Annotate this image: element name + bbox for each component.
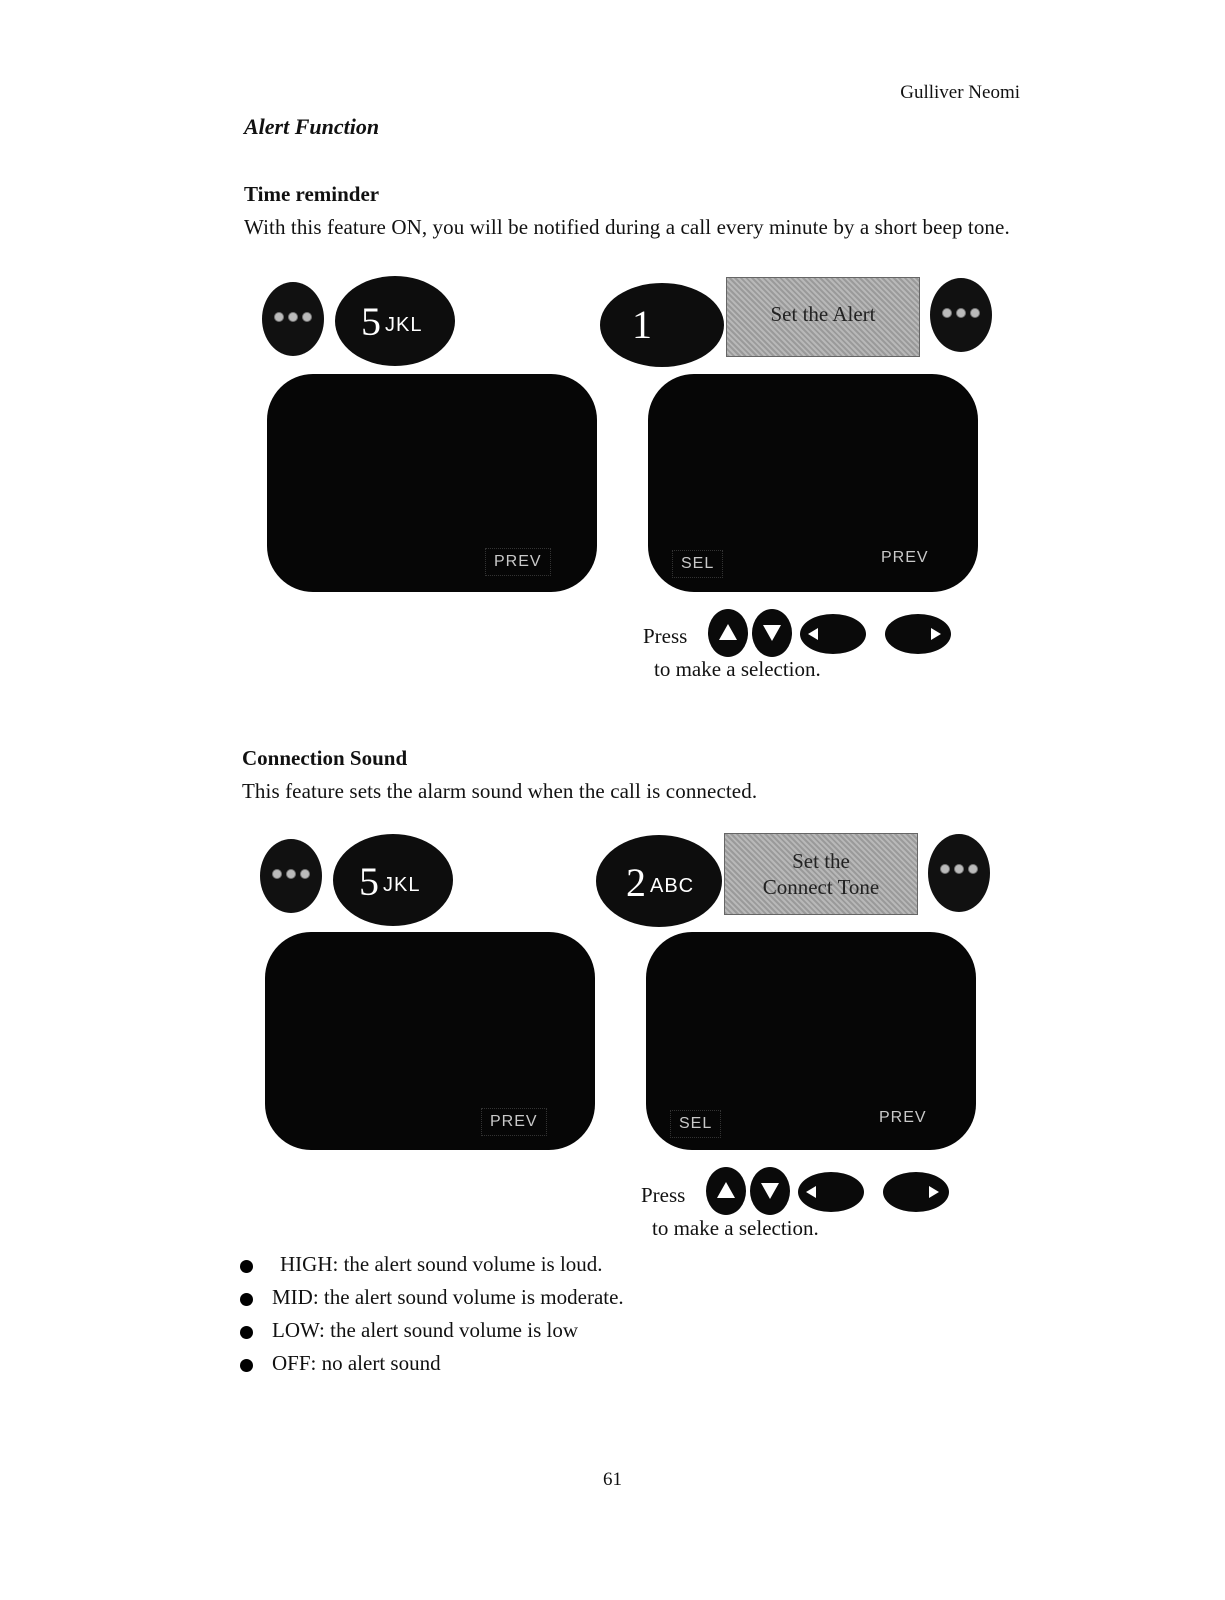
phone-screen-left	[267, 374, 597, 592]
softkey-prev: PREV	[879, 1109, 927, 1126]
softkey-prev: PREV	[481, 1108, 547, 1136]
right-arrow-key-icon	[885, 614, 951, 654]
time-reminder-heading: Time reminder	[244, 182, 380, 206]
connection-sound-heading: Connection Sound	[242, 746, 408, 770]
bullet-icon	[240, 1326, 253, 1339]
softkey-prev: PREV	[485, 548, 551, 576]
key-5-jkl: 5 JKL	[333, 834, 453, 926]
press-label: Press	[641, 1183, 686, 1207]
press-label: Press	[643, 624, 688, 648]
menu-key-icon	[930, 278, 992, 352]
phone-screen-right	[648, 374, 978, 592]
menu-key-icon	[260, 839, 322, 913]
time-reminder-description: With this feature ON, you will be notified during a call every minute by a short beep tone.	[244, 215, 1010, 239]
left-arrow-key-icon	[800, 614, 866, 654]
bullet-icon	[240, 1293, 253, 1306]
press-suffix: to make a selection.	[652, 1216, 819, 1240]
left-arrow-key-icon	[798, 1172, 864, 1212]
up-arrow-key-icon	[706, 1167, 746, 1215]
set-the-connect-tone-label: Set the Connect Tone	[724, 833, 918, 915]
softkey-sel: SEL	[672, 550, 723, 578]
connection-sound-description: This feature sets the alarm sound when the call is connected.	[242, 779, 758, 803]
key-2-abc: 2 ABC	[596, 835, 722, 927]
page-title: Alert Function	[244, 114, 380, 139]
up-arrow-key-icon	[708, 609, 748, 657]
right-arrow-key-icon	[883, 1172, 949, 1212]
down-arrow-key-icon	[750, 1167, 790, 1215]
softkey-sel: SEL	[670, 1110, 721, 1138]
press-suffix: to make a selection.	[654, 657, 821, 681]
bullet-icon	[240, 1359, 253, 1372]
softkey-prev: PREV	[881, 549, 929, 566]
phone-screen-left	[265, 932, 595, 1150]
page-number: 61	[603, 1469, 622, 1490]
key-5-jkl: 5 JKL	[335, 276, 455, 366]
down-arrow-key-icon	[752, 609, 792, 657]
phone-screen-right	[646, 932, 976, 1150]
bullet-icon	[240, 1260, 253, 1273]
header-author-name: Gulliver Neomi	[900, 82, 1020, 103]
menu-key-icon	[262, 282, 324, 356]
menu-key-icon	[928, 834, 990, 912]
key-1: 1	[600, 283, 724, 367]
set-the-alert-label: Set the Alert	[726, 277, 920, 357]
